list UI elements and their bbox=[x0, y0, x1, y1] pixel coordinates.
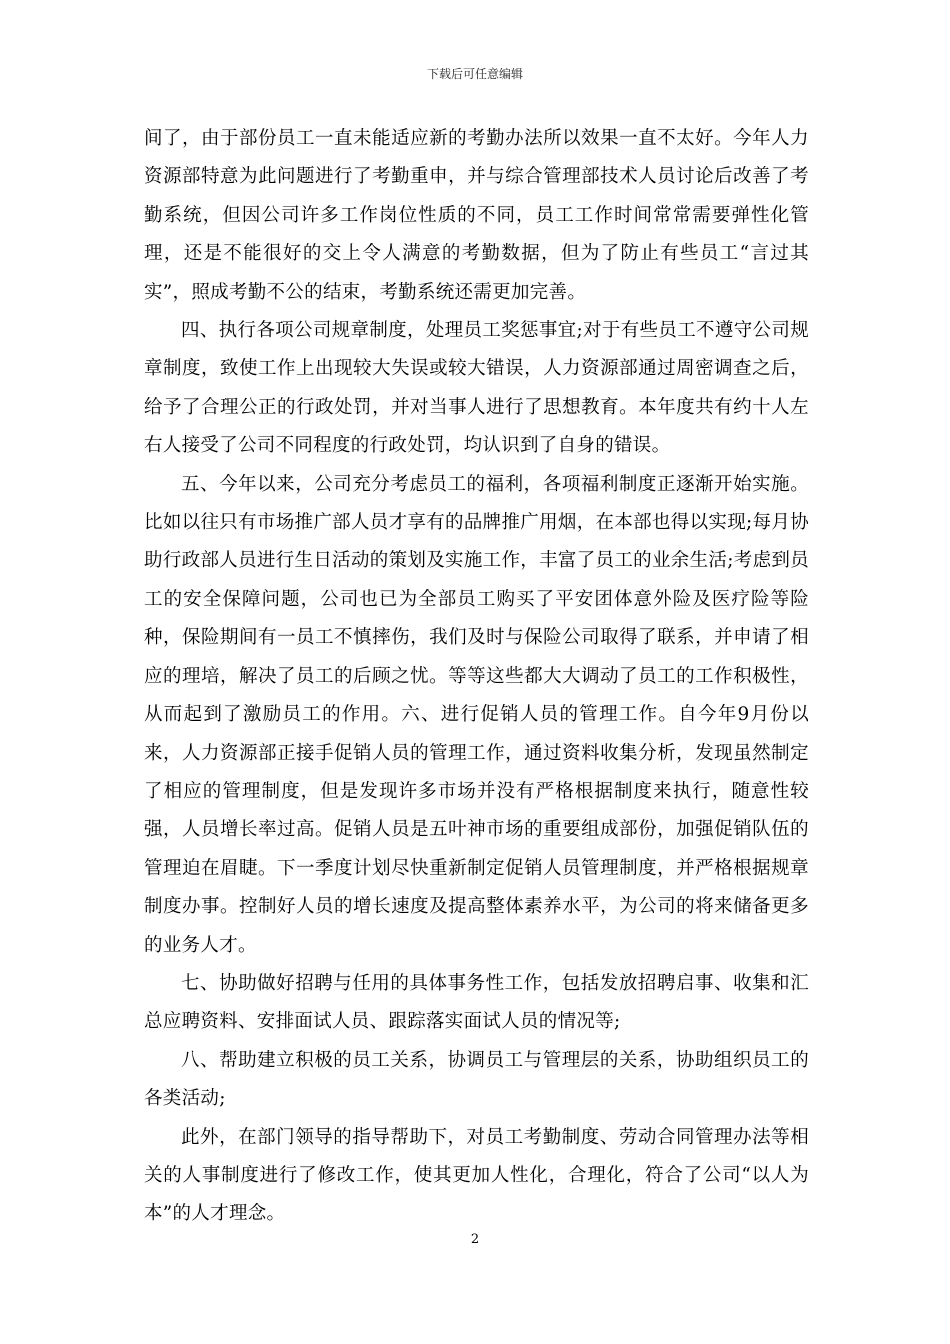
page-number: 2 bbox=[470, 1232, 480, 1247]
document-body bbox=[144, 120, 809, 1234]
page-header: 下载后可任意编辑 bbox=[426, 67, 523, 81]
paragraph-additional: 此外，在部门领导的指导帮助下，对员工考勤制度、劳动合同管理办法等相关的人事制度进行了修改工作，使其更加人性化，合理化，符合了公司“以人为本”的人才理念。 bbox=[144, 1126, 809, 1225]
paragraph-attendance-continued: 间了，由于部份员工一直未能适应新的考勤办法所以效果一直不太好。今年人力资源部特意为此问题进行了考勤重申，并与综合管理部技术人员讨论后改善了考勤系统，但因公司许多工作岗位性质的不同，员工工作时间常常需要弹性化管理，还是不能很好的交上令人满意的考勤数据，但为了防止有些员工“言过其实”，照成考勤不公的结束，考勤系统还需更加完善。 bbox=[144, 128, 809, 303]
paragraph-item-5: 五、今年以来，公司充分考虑员工的福利，各项福利制度正逐渐开始实施。比如以往只有市场推广部人员才享有的品牌推广用烟，在本部也得以实现;每月协助行政部人员进行生日活动的策划及实施工作，丰富了员工的业余生活;考虑到员工的安全保障问题，公司也已为全部员工购买了平安团体意外险及医疗险等险种，保险期间有一员工不慎摔伤，我们及时与保险公司取得了联系，并申请了相应的理培，解决了员工的后顾之忧。等等这些都大大调动了员工的工作积极性，从而起到了激励员工的作用。六、进行促销人员的管理工作。自今年9月份以来，人力资源部正接手促销人员的管理工作，通过资料收集分析，发现虽然制定了相应的管理制度，但是发现许多市场并没有严格根据制度来执行，随意性较强，人员增长率过高。促销人员是五叶神市场的重要组成部份，加强促销队伍的管理迫在眉睫。下一季度计划尽快重新制定促销人员管理制度，并严格根据规章制度办事。控制好人员的增长速度及提高整体素养水平，为公司的将来储备更多的业务人才。 bbox=[144, 473, 809, 956]
paragraph-item-8: 八、帮助建立积极的员工关系，协调员工与管理层的关系，协助组织员工的各类活动; bbox=[144, 1049, 809, 1110]
paragraph-item-7: 七、协助做好招聘与任用的具体事务性工作，包括发放招聘启事、收集和汇总应聘资料、安排面试人员、跟踪落实面试人员的情况等; bbox=[144, 972, 809, 1033]
paragraph-item-4: 四、执行各项公司规章制度，处理员工奖惩事宜;对于有些员工不遵守公司规章制度，致使工作上出现较大失误或较大错误，人力资源部通过周密调查之后，给予了合理公正的行政处罚，并对当事人进行了思想教育。本年度共有约十人左右人接受了公司不同程度的行政处罚，均认识到了自身的错误。 bbox=[144, 320, 809, 457]
